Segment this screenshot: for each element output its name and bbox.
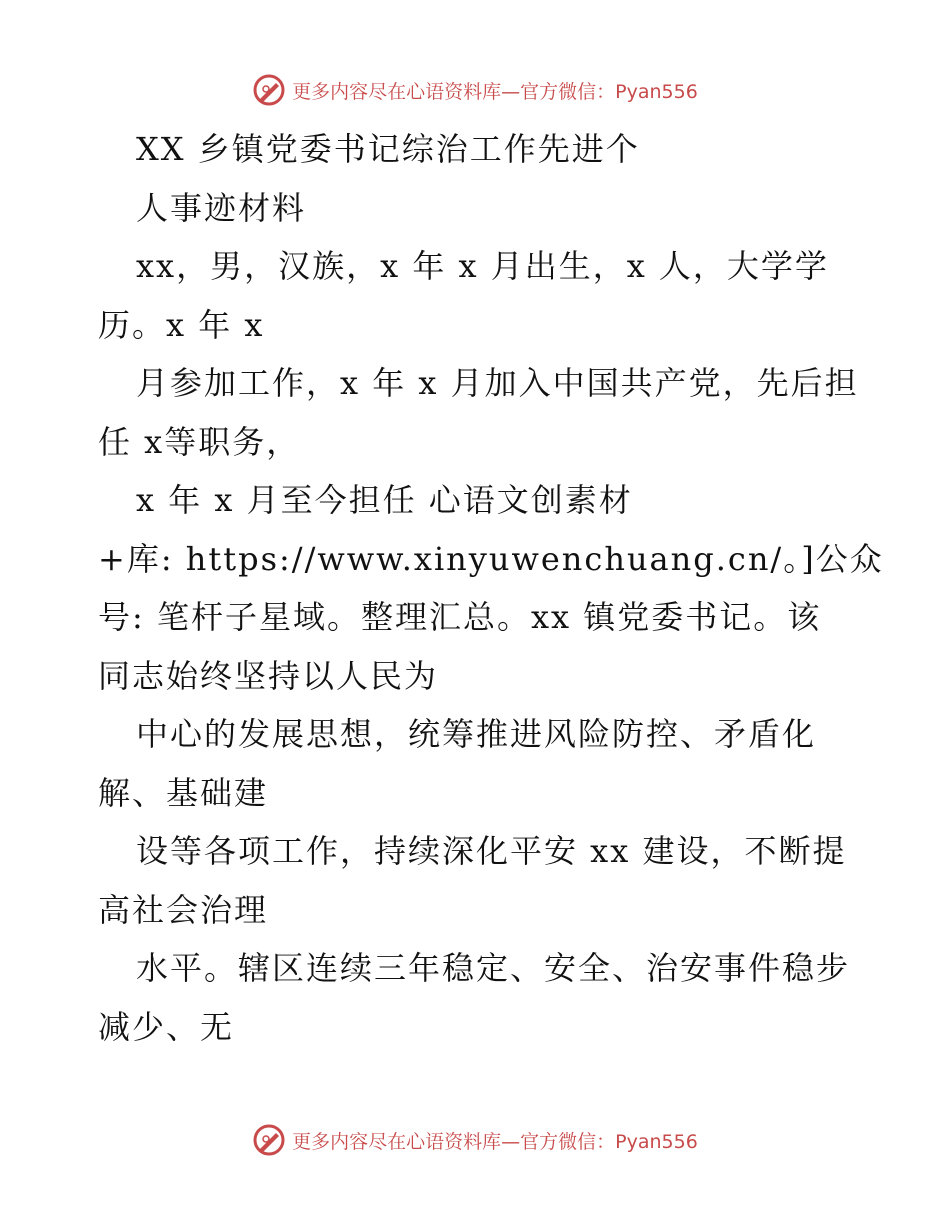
footer-banner (0, 1120, 950, 1160)
doc-line: XX 乡镇党委书记综治工作先进个 (136, 130, 640, 168)
doc-line: 号: 笔杆子星域。整理汇总。xx 镇党委书记。该 (98, 598, 822, 636)
footer-banner-text: 更多内容尽在心语资料库—官方微信：Pyan556 (292, 1130, 698, 1153)
doc-line: 同志始终坚持以人民为 (98, 656, 439, 695)
doc-line: 高社会治理 (98, 890, 269, 929)
doc-line: 历。x 年 x (98, 305, 265, 344)
doc-line: 中心的发展思想，统筹推进风险防控、矛盾化 (136, 715, 817, 753)
header-banner-text: 更多内容尽在心语资料库—官方微信：Pyan556 (292, 80, 698, 103)
doc-line: 设等各项工作，持续深化平安 xx 建设，不断提 (136, 832, 847, 870)
doc-line: x 年 x 月至今担任 心语文创素材 (136, 481, 633, 519)
doc-line: 水平。辖区连续三年稳定、安全、治安事件稳步 (136, 949, 851, 987)
doc-line: 减少、无 (98, 1007, 235, 1046)
doc-line: 人事迹材料 (136, 188, 307, 227)
doc-line: xx，男，汉族，x 年 x 月出生，x 人，大学学 (136, 247, 829, 285)
pen-logo-icon (252, 1123, 286, 1157)
document-body (98, 120, 884, 1056)
doc-line: 任 x等职务， (98, 422, 301, 461)
doc-line: +库: https://www.xinyuwenchuang.cn/。]公众 (98, 539, 884, 578)
pen-logo-icon (252, 73, 286, 107)
doc-line: 月参加工作，x 年 x 月加入中国共产党，先后担 (136, 364, 859, 402)
doc-line: 解、基础建 (98, 773, 269, 812)
header-banner (0, 70, 950, 110)
